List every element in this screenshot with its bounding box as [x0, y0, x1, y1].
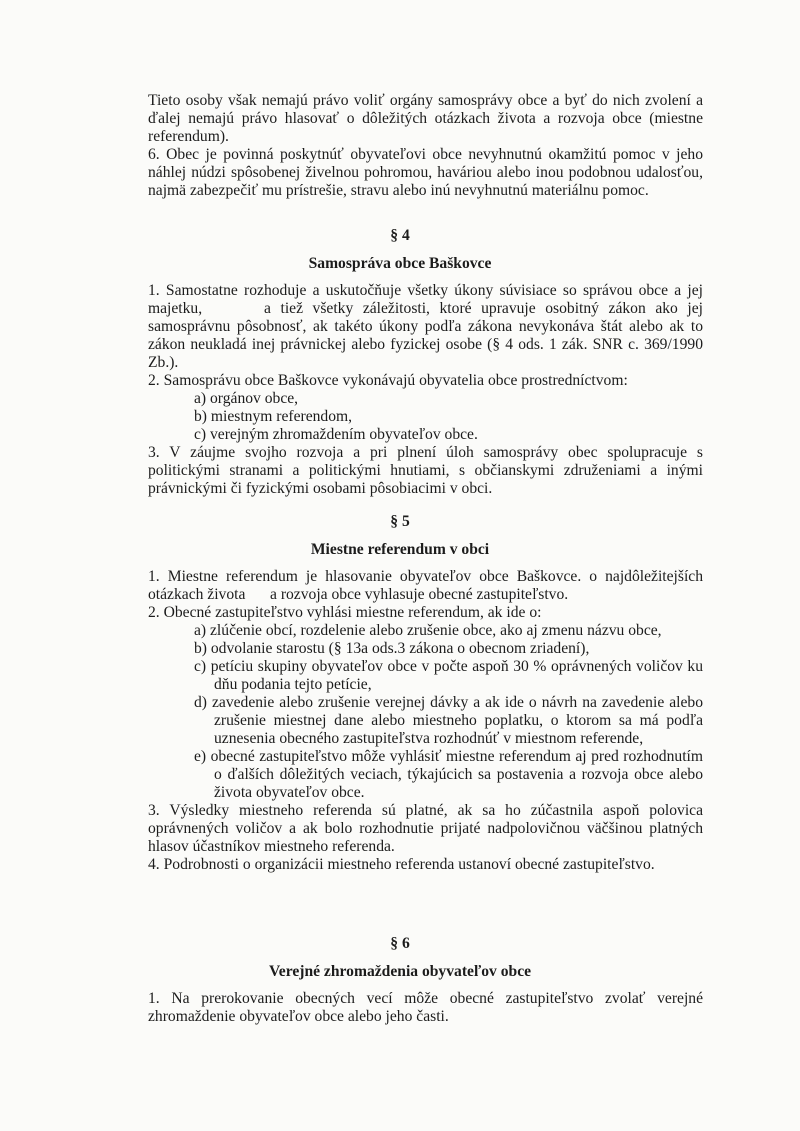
- section-6-number: § 6: [390, 935, 410, 952]
- s6-line-1: 1. Na prerokovanie obecných vecí môže obecné zastupiteľstvo zvolať verejné: [148, 990, 703, 1007]
- s5-item-c-cont: dňu podania tejto petície,: [214, 676, 372, 693]
- s6-line-2: zhromaždenie obyvateľov obce alebo jeho časti.: [148, 1008, 449, 1025]
- section-4-title: Samospráva obce Baškovce: [308, 255, 492, 272]
- section-5-title: Miestne referendum v obci: [310, 541, 490, 558]
- s4-line-5: Zb.).: [148, 354, 179, 371]
- s4-line-2a: majetku,: [148, 300, 203, 317]
- s5-item-e-cont-1: o ďalších dôležitých veciach, týkajúcich sa postavenia a rozvoja obce alebo: [214, 766, 703, 783]
- s4-line-10: 3. V záujme svojho rozvoja a pri plnení úloh samosprávy obec spolupracuje s: [148, 444, 703, 461]
- s4-item-c: c) verejným zhromaždením obyvateľov obce.: [194, 426, 478, 443]
- s5-line-17: 4. Podrobnosti o organizácii miestneho referenda ustanoví obecné zastupiteľstvo.: [148, 856, 655, 873]
- s5-line-2b: a rozvoja obce vyhlasuje obecné zastupiteľstvo.: [270, 586, 569, 603]
- s4-line-3: samosprávnu pôsobnosť, ak takéto úkony podľa zákona nevykonáva štát alebo ak to: [148, 318, 703, 335]
- s5-item-d-cont-1: zrušenie miestnej dane alebo miestneho poplatku, o ktorom sa má podľa: [214, 712, 703, 729]
- s5-line-1: 1. Miestne referendum je hlasovanie obyvateľov obce Baškovce. o najdôležitejších: [148, 568, 703, 585]
- s5-line-3: 2. Obecné zastupiteľstvo vyhlási miestne referendum, ak ide o:: [148, 604, 542, 621]
- s5-item-e: e) obecné zastupiteľstvo môže vyhlásiť miestne referendum aj pred rozhodnutím: [194, 748, 703, 765]
- s5-item-b: b) odvolanie starostu (§ 13a ods.3 zákona o obecnom zriadení),: [194, 640, 590, 657]
- s4-line-2b: a tiež všetky záležitosti, ktoré upravuje osobitný zákon ako jej: [264, 300, 703, 317]
- intro-line-4: 6. Obec je povinná poskytnúť obyvateľovi obce nevyhnutnú okamžitú pomoc v jeho: [148, 146, 703, 163]
- s4-line-11: politickými stranami a politickými hnutiami, s občianskymi združeniami a inými: [148, 462, 703, 479]
- s4-line-12: právnickými či fyzickými osobami pôsobiacimi v obci.: [148, 480, 493, 497]
- section-5-number: § 5: [390, 513, 410, 530]
- s4-item-b: b) miestnym referendom,: [194, 408, 353, 425]
- s5-item-d-cont-2: uznesenia obecného zastupiteľstva rozhodnúť v miestnom referende,: [214, 730, 644, 747]
- s5-item-d: d) zavedenie alebo zrušenie verejnej dávky a ak ide o návrh na zavedenie alebo: [194, 694, 703, 711]
- s5-item-c: c) petíciu skupiny obyvateľov obce v počte aspoň 30 % oprávnených voličov ku: [194, 658, 703, 675]
- s4-line-1: 1. Samostatne rozhoduje a uskutočňuje všetky úkony súvisiace so správou obce a jej: [148, 282, 703, 299]
- intro-line-3: referendum).: [148, 128, 229, 145]
- s5-line-16: hlasov účastníkov miestneho referenda.: [148, 838, 395, 855]
- s5-line-14: 3. Výsledky miestneho referenda sú platné, ak sa ho zúčastnila aspoň polovica: [148, 802, 703, 819]
- s5-line-15: oprávnených voličov a ak bolo rozhodnutie prijaté nadpolovičnou väčšinou platných: [148, 820, 703, 837]
- s4-item-a: a) orgánov obce,: [194, 390, 299, 407]
- s5-item-a: a) zlúčenie obcí, rozdelenie alebo zrušenie obce, ako aj zmenu názvu obce,: [194, 622, 662, 639]
- intro-line-1: Tieto osoby však nemajú právo voliť orgány samosprávy obce a byť do nich zvolení a: [148, 92, 703, 109]
- s5-line-2a: otázkach života: [148, 586, 246, 603]
- intro-line-6: najmä zabezpečiť mu prístrešie, stravu alebo inú nevyhnutnú materiálnu pomoc.: [148, 182, 649, 199]
- intro-line-5: náhlej núdzi spôsobenej živelnou pohromou, haváriou alebo inou podobnou udalosťou,: [148, 164, 703, 181]
- section-4-number: § 4: [390, 227, 410, 244]
- s5-item-e-cont-2: života obyvateľov obce.: [214, 784, 365, 801]
- intro-line-2: ďalej nemajú právo hlasovať o dôležitých otázkach života a rozvoja obce (miestne: [148, 110, 703, 127]
- s4-line-6: 2. Samosprávu obce Baškovce vykonávajú obyvatelia obce prostredníctvom:: [148, 372, 628, 389]
- section-6-title: Verejné zhromaždenia obyvateľov obce: [268, 963, 532, 980]
- s4-line-4: zákon neukladá inej právnickej alebo fyzickej osobe (§ 4 ods. 1 zák. SNR c. 369/1990: [148, 336, 703, 353]
